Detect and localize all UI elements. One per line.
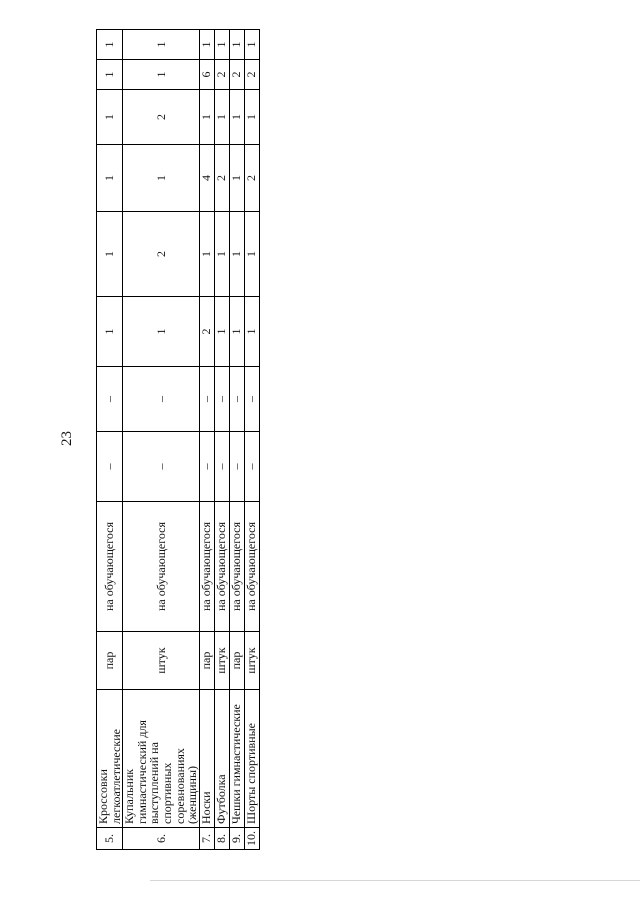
equipment-table (96, 29, 260, 850)
quantity-cell: 1 (244, 90, 259, 145)
item-name: Футболка (214, 690, 229, 828)
quantity-cell: 6 (199, 60, 214, 90)
quantity-cell: 2 (199, 297, 214, 367)
quantity-cell: 1 (123, 60, 200, 90)
quantity-cell: 1 (244, 212, 259, 297)
table-row (97, 30, 123, 850)
quantity-cell: – (229, 367, 244, 432)
quantity-cell: – (214, 367, 229, 432)
row-number: 10. (244, 828, 259, 850)
item-name: Купальник гимнастический для выступлений на спортивных соревнованиях (женщины) (123, 690, 200, 828)
item-name: Шорты спортивные (244, 690, 259, 828)
quantity-cell: – (199, 367, 214, 432)
quantity-cell: 2 (123, 212, 200, 297)
quantity-cell: 1 (123, 30, 200, 60)
quantity-cell: 2 (244, 145, 259, 212)
table-row (199, 30, 214, 850)
quantity-cell: 1 (199, 90, 214, 145)
row-number: 8. (214, 828, 229, 850)
quantity-cell: 1 (199, 30, 214, 60)
unit-of-measure: пар (199, 632, 214, 690)
row-number: 9. (229, 828, 244, 850)
row-number: 5. (97, 828, 123, 850)
quantity-cell: – (199, 432, 214, 502)
table-row (123, 30, 200, 850)
unit-of-measure: штук (244, 632, 259, 690)
calculation-basis: на обучающегося (214, 502, 229, 632)
quantity-cell: 1 (97, 145, 123, 212)
quantity-cell: 1 (229, 145, 244, 212)
quantity-cell: – (214, 432, 229, 502)
quantity-cell: 1 (229, 297, 244, 367)
quantity-cell: – (123, 367, 200, 432)
quantity-cell: 1 (214, 212, 229, 297)
quantity-cell: 2 (123, 90, 200, 145)
quantity-cell: 1 (244, 30, 259, 60)
quantity-cell: 2 (214, 145, 229, 212)
quantity-cell: 1 (199, 212, 214, 297)
unit-of-measure: штук (214, 632, 229, 690)
quantity-cell: 1 (214, 297, 229, 367)
quantity-cell: 2 (229, 60, 244, 90)
quantity-cell: 1 (97, 90, 123, 145)
item-name: Чешки гимнастические (229, 690, 244, 828)
quantity-cell: 4 (199, 145, 214, 212)
quantity-cell: – (97, 367, 123, 432)
calculation-basis: на обучающегося (199, 502, 214, 632)
quantity-cell: – (229, 432, 244, 502)
quantity-cell: 1 (229, 30, 244, 60)
calculation-basis: на обучающегося (123, 502, 200, 632)
calculation-basis: на обучающегося (229, 502, 244, 632)
quantity-cell: 1 (97, 297, 123, 367)
quantity-cell: 1 (214, 90, 229, 145)
quantity-cell: 1 (214, 30, 229, 60)
page-number: 23 (59, 431, 75, 446)
quantity-cell: 1 (244, 297, 259, 367)
quantity-cell: 1 (123, 297, 200, 367)
table-row (229, 30, 244, 850)
row-number: 6. (123, 828, 200, 850)
unit-of-measure: пар (97, 632, 123, 690)
unit-of-measure: штук (123, 632, 200, 690)
quantity-cell: 1 (97, 60, 123, 90)
quantity-cell: 2 (214, 60, 229, 90)
table-row (214, 30, 229, 850)
quantity-cell: 1 (97, 30, 123, 60)
calculation-basis: на обучающегося (97, 502, 123, 632)
quantity-cell: 1 (123, 145, 200, 212)
quantity-cell: – (97, 432, 123, 502)
item-name: Кроссовки легкоатлетические (97, 690, 123, 828)
quantity-cell: 1 (229, 212, 244, 297)
quantity-cell: – (123, 432, 200, 502)
quantity-cell: 1 (229, 90, 244, 145)
quantity-cell: – (244, 432, 259, 502)
calculation-basis: на обучающегося (244, 502, 259, 632)
quantity-cell: 2 (244, 60, 259, 90)
table-row (244, 30, 259, 850)
table-wrapper (96, 30, 259, 850)
scan-artifact-line (150, 880, 640, 881)
unit-of-measure: пар (229, 632, 244, 690)
quantity-cell: 1 (97, 212, 123, 297)
row-number: 7. (199, 828, 214, 850)
quantity-cell: – (244, 367, 259, 432)
item-name: Носки (199, 690, 214, 828)
